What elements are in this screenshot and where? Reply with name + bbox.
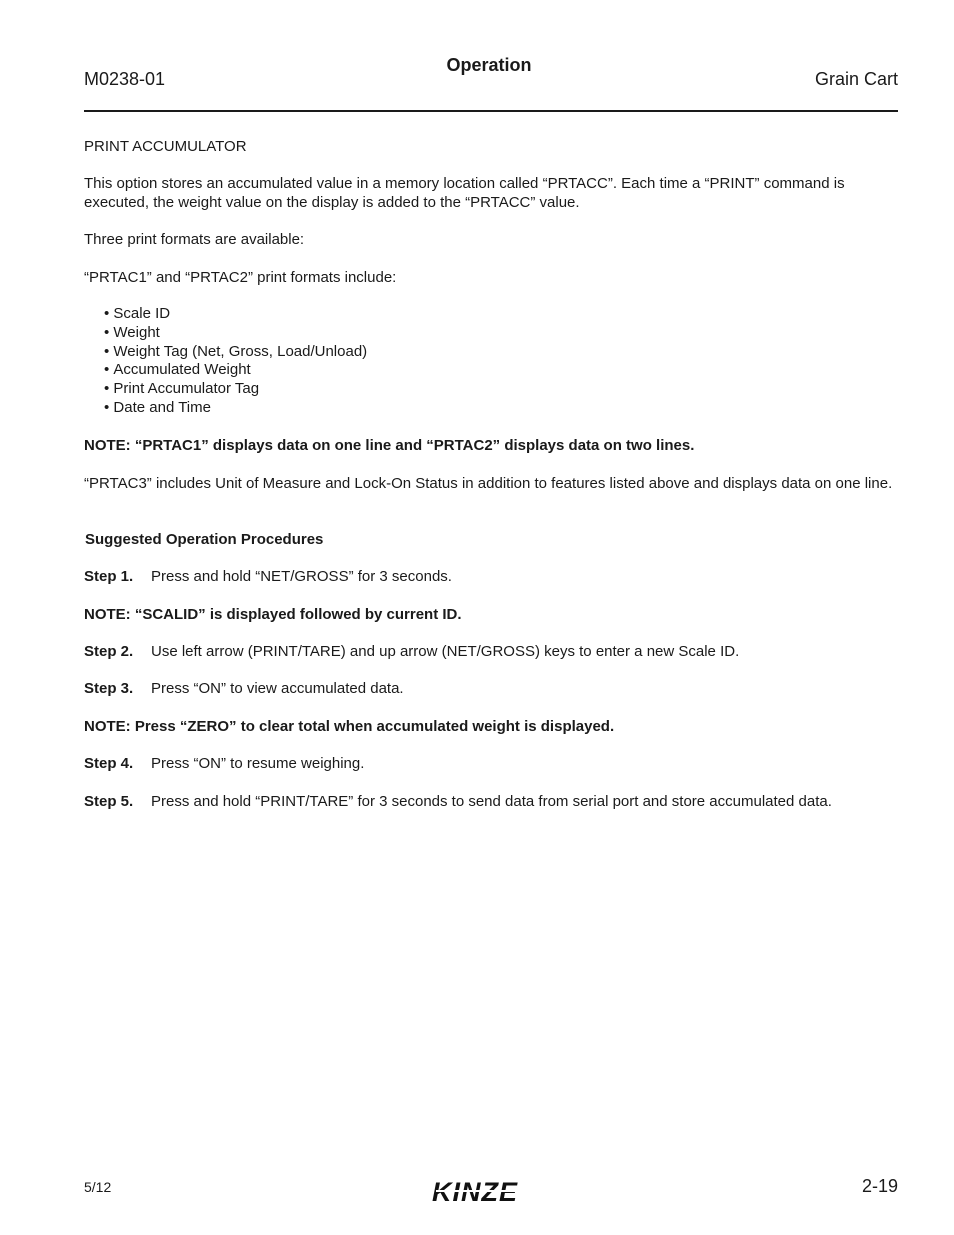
list-item: • Weight	[104, 324, 367, 343]
step-label: Step 2.	[84, 643, 134, 660]
header-rule	[84, 110, 898, 112]
step-text: Press and hold “PRINT/TARE” for 3 seconds to send data from serial port and store accumulated data.	[151, 793, 832, 810]
step-text: Press “ON” to resume weighing.	[151, 755, 365, 772]
list-item: • Scale ID	[104, 305, 367, 324]
procedures-heading: Suggested Operation Procedures	[85, 531, 324, 548]
step-5	[84, 792, 832, 811]
list-item: • Accumulated Weight	[104, 361, 367, 380]
logo-wordmark: KINZE	[432, 1177, 518, 1206]
formats-include: “PRTAC1” and “PRTAC2” print formats include:	[84, 269, 397, 286]
step-3	[84, 679, 404, 698]
footer-date: 5/12	[84, 1179, 112, 1195]
product-name: Grain Cart	[814, 69, 898, 89]
note-prtac-lines: NOTE: “PRTAC1” displays data on one line and “PRTAC2” displays data on two lines.	[84, 437, 695, 454]
section-heading: PRINT ACCUMULATOR	[84, 138, 247, 155]
list-item: • Print Accumulator Tag	[104, 380, 367, 399]
step-4	[84, 754, 364, 773]
doc-number: M0238-01	[84, 69, 166, 89]
note-scalid: NOTE: “SCALID” is displayed followed by current ID.	[84, 606, 462, 623]
note-zero: NOTE: Press “ZERO” to clear total when accumulated weight is displayed.	[84, 718, 615, 735]
section-title: Operation	[446, 55, 532, 75]
step-2	[84, 642, 739, 661]
kinze-logo	[430, 1176, 550, 1206]
list-item: • Date and Time	[104, 399, 367, 418]
step-label: Step 4.	[84, 755, 134, 772]
step-text: Press and hold “NET/GROSS” for 3 seconds.	[151, 568, 452, 585]
step-text: Press “ON” to view accumulated data.	[151, 680, 404, 697]
list-item: • Weight Tag (Net, Gross, Load/Unload)	[104, 343, 367, 362]
step-label: Step 1.	[84, 568, 134, 585]
formats-available: Three print formats are available:	[84, 231, 305, 248]
step-1	[84, 567, 452, 586]
step-label: Step 3.	[84, 680, 134, 697]
feature-list	[104, 305, 367, 418]
intro-paragraph: This option stores an accumulated value in a memory location called “PRTACC”. Each time a “PRINT” command is executed, the weight value on the display is added to the “PRTACC” value.	[84, 175, 845, 211]
page-number: 2-19	[861, 1176, 898, 1196]
step-label: Step 5.	[84, 793, 134, 810]
prtac3-paragraph: “PRTAC3” includes Unit of Measure and Lock-On Status in addition to features listed above and displays data on one line.	[84, 475, 893, 492]
step-text: Use left arrow (PRINT/TARE) and up arrow (NET/GROSS) keys to enter a new Scale ID.	[151, 643, 740, 660]
